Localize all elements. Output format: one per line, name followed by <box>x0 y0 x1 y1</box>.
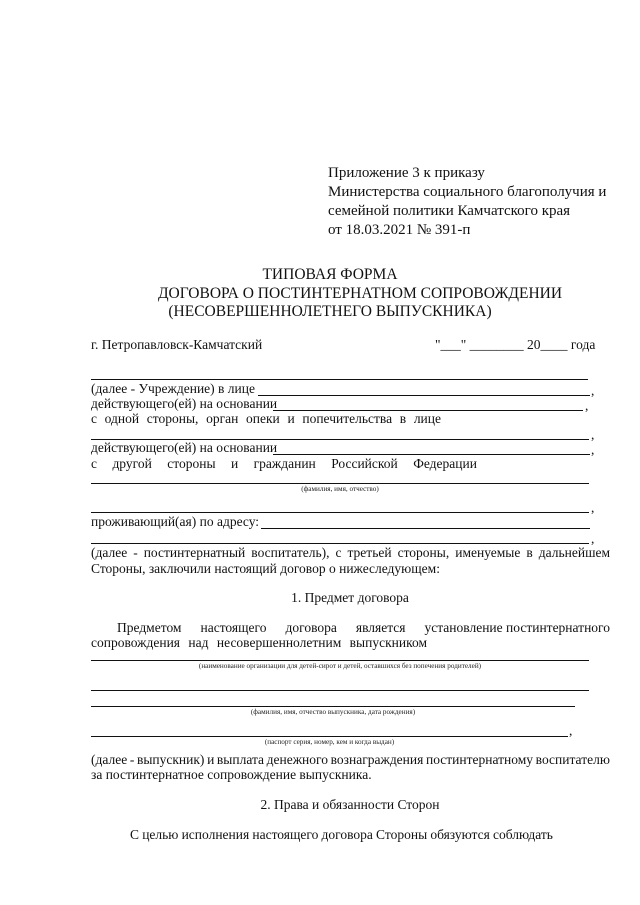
passport-caption: (паспорт серия, номер, кем и когда выдан) <box>264 738 395 746</box>
appendix-line-1: Приложение 3 к приказу <box>328 165 485 181</box>
word: выпускником <box>349 635 427 650</box>
graduate-caption: (фамилия, имя, отчество выпускника, дата рождения) <box>250 708 416 716</box>
title-line-2: ДОГОВОРА О ПОСТИНТЕРНАТНОМ СОПРОВОЖДЕНИИ <box>157 285 563 302</box>
basis-line-2[interactable] <box>273 454 590 455</box>
appendix-block <box>328 164 606 240</box>
title-line-1: ТИПОВАЯ ФОРМА <box>262 266 398 283</box>
word: именуемые <box>455 545 521 560</box>
word: над <box>188 635 209 650</box>
representative-line[interactable] <box>258 395 590 396</box>
address-line-2[interactable] <box>91 543 589 544</box>
word: постинтернатный <box>143 545 246 560</box>
word: Стороны <box>376 827 428 842</box>
word: (далее <box>91 752 128 767</box>
acting-basis-label-2: действующего(ей) на основании <box>91 440 278 455</box>
section-1-heading: 1. Предмет договора <box>291 590 409 605</box>
word: - <box>133 545 138 560</box>
word: целью <box>142 827 179 842</box>
word: стороны <box>167 456 216 471</box>
word: денежного <box>266 752 328 767</box>
comma: , <box>591 442 595 457</box>
word: гражданин <box>253 456 316 471</box>
word: опеки <box>246 411 280 426</box>
word: несовершеннолетним <box>216 635 342 650</box>
word: попечительства <box>302 411 393 426</box>
parties-paragraph-line-2: Стороны, заключили настоящий договор о нижеследующем: <box>91 561 440 576</box>
word: соблюдать <box>492 827 553 842</box>
parties-paragraph-line-1 <box>91 545 610 561</box>
word: Предметом <box>117 620 182 635</box>
acting-basis-label-1: действующего(ей) на основании <box>91 396 278 411</box>
fio-caption: (фамилия, имя, отчество) <box>301 485 379 493</box>
word: настоящего <box>252 827 319 842</box>
word: орган <box>206 411 239 426</box>
institution-name-line[interactable] <box>91 379 588 380</box>
comma: , <box>591 383 595 398</box>
first-party-line <box>91 411 441 427</box>
word: с <box>335 545 342 560</box>
appendix-line-4: от 18.03.2021 № 391-п <box>328 222 471 238</box>
word: С <box>130 827 140 842</box>
word: постинтернатному <box>425 752 534 767</box>
obligations-line-1 <box>130 827 553 843</box>
word: лице <box>413 411 441 426</box>
word: дальнейшем <box>538 545 610 560</box>
word: является <box>355 620 406 635</box>
comma: , <box>569 723 573 738</box>
comma: , <box>591 427 595 442</box>
citizen-name-line[interactable] <box>91 483 589 484</box>
word: и <box>287 411 295 426</box>
word: выплата <box>216 752 265 767</box>
title-line-3: (НЕСОВЕРШЕННОЛЕТНЕГО ВЫПУСКНИКА) <box>168 303 492 320</box>
word: с <box>91 411 97 426</box>
comma: , <box>591 531 595 546</box>
city-label: г. Петропавловск-Камчатский <box>91 337 263 352</box>
word: (далее <box>91 545 128 560</box>
graduate-line-1[interactable] <box>91 690 589 691</box>
section-2-heading: 2. Права и обязанности Сторон <box>260 797 440 812</box>
word: выпускник) <box>136 752 205 767</box>
word: настоящего <box>200 620 267 635</box>
subject-line-1 <box>91 620 610 636</box>
graduate-line-2[interactable] <box>91 706 575 707</box>
word: с <box>91 456 97 471</box>
word: - <box>129 752 135 767</box>
word: договора <box>285 620 337 635</box>
word: вознаграждения <box>330 752 424 767</box>
word: воспитатель), <box>251 545 330 560</box>
word: сопровождения <box>91 635 181 650</box>
word: и <box>207 752 215 767</box>
graduate-paragraph-line-1 <box>91 752 610 768</box>
comma: , <box>591 500 595 515</box>
comma: , <box>585 398 589 413</box>
word: в <box>526 545 533 560</box>
word: исполнения <box>181 827 250 842</box>
word: другой <box>112 456 152 471</box>
word: воспитателю <box>535 752 610 767</box>
word: стороны, <box>397 545 450 560</box>
organization-caption: (наименование организации для детей-сирот и детей, оставшихся без попечения родителей) <box>198 662 482 670</box>
word: Федерации <box>413 456 477 471</box>
word: договора <box>321 827 373 842</box>
word: обязуются <box>430 827 490 842</box>
word: одной <box>104 411 140 426</box>
word: в <box>399 411 407 426</box>
institution-prefix: (далее - Учреждение) в лице <box>91 381 255 396</box>
address-line-1[interactable] <box>261 528 590 529</box>
residing-label: проживающий(ая) по адресу: <box>91 514 260 529</box>
word: Российской <box>331 456 398 471</box>
appendix-line-3: семейной политики Камчатского края <box>328 203 571 219</box>
graduate-paragraph-line-2: за постинтернатное сопровождение выпускника. <box>91 767 372 782</box>
word: стороны, <box>146 411 199 426</box>
appendix-line-2: Министерства социального благополучия и <box>328 184 607 200</box>
word: третьей <box>347 545 392 560</box>
third-party-line <box>91 456 477 472</box>
passport-line[interactable] <box>91 736 568 737</box>
citizen-extra-line[interactable] <box>91 512 589 513</box>
organization-line[interactable] <box>91 660 589 661</box>
date-field[interactable]: "___" ________ 20____ года <box>435 337 596 352</box>
subject-line-2 <box>91 635 427 651</box>
word: и <box>230 456 239 471</box>
word: установление постинтернатного <box>424 620 610 635</box>
